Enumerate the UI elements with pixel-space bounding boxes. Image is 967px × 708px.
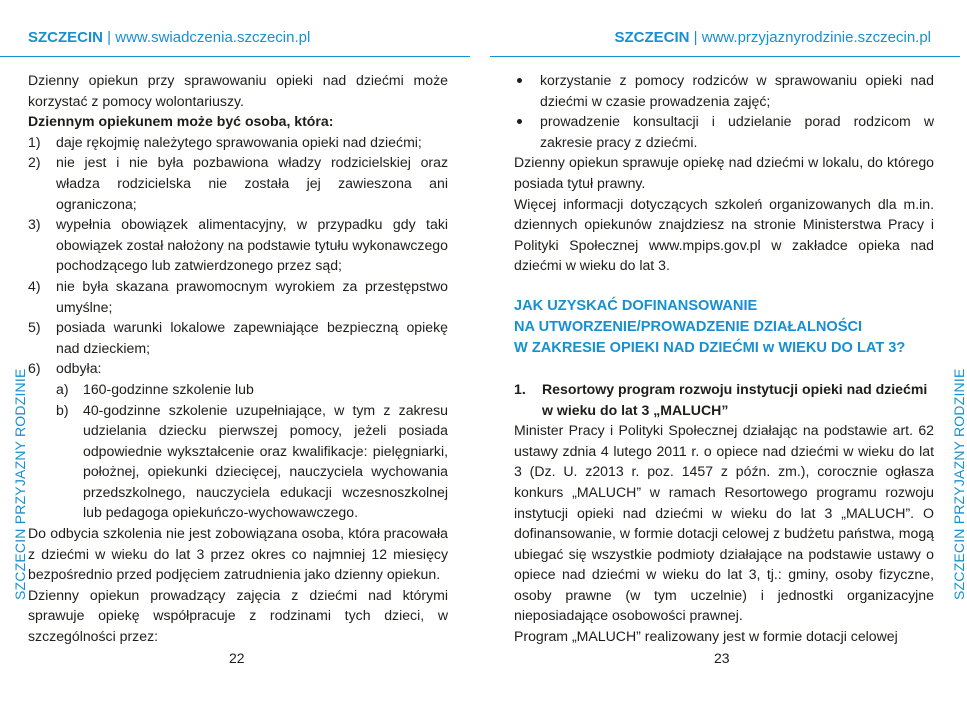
item-number: 5) <box>28 319 41 336</box>
side-text-left: SZCZECIN PRZYJAZNY RODZINIE <box>12 368 28 600</box>
left-page-column <box>28 70 448 647</box>
bullet-dot-icon <box>517 78 522 83</box>
side-text-right: SZCZECIN PRZYJAZNY RODZINIE <box>951 368 967 600</box>
header-left-brand: SZCZECIN <box>28 29 103 46</box>
header-right: SZCZECIN | www.przyjaznyrodzinie.szczecin.pl <box>614 29 931 46</box>
program-paragraph: Program „MALUCH” realizowany jest w formie dotacji celowej <box>514 628 898 645</box>
item-number: 4) <box>28 277 41 294</box>
sub-item-text: 40-godzinne szkolenie uzupełniające, w tym z zakresu udzielania dziecku pierwszej pomocy, jeżeli posiada odpowiednie wykształcenie oraz kwalifikacje: pielęgniarki, położnej, opiekunki dziecięcej, nauczyciela wychowania przedszkolnego, nauczyciela edukacji wczesnoszkolnej lub pedagoga opiekuńczo-wychowawczego. <box>83 401 448 521</box>
page-number-right: 23 <box>714 650 730 666</box>
section-heading-line: NA UTWORZENIE/PROWADZENIE DZIAŁALNOŚCI <box>514 318 863 335</box>
bullet-dot-icon <box>517 119 522 124</box>
header-rule-left <box>0 56 470 57</box>
list-item <box>28 152 448 214</box>
item-number: 2) <box>28 154 41 171</box>
training-exemption-paragraph: Do odbycia szkolenia nie jest zobowiązana osoba, która pracowała z dziećmi w wieku do lat 3 przez okres co najmniej 12 miesięcy bezpośrednio przed podjęciem zatrudnienia jako dzienny opiekun. <box>28 525 448 583</box>
program-title: Resortowy program rozwoju instytucji opieki nad dziećmi w wieku do lat 3 „MALUCH” <box>542 380 928 418</box>
sub-list-item <box>28 400 448 524</box>
item-text: nie jest i nie była pozbawiona władzy rodzicielskiej oraz władza rodzicielska nie została jej zawieszona ani ograniczona; <box>56 154 448 212</box>
list-item <box>28 132 448 153</box>
bullet-text: korzystanie z pomocy rodziców w sprawowaniu opieki nad dziećmi w czasie prowadzenia zajęć; <box>540 72 934 109</box>
bullet-item <box>514 70 934 111</box>
header-left-url[interactable]: www.swiadczenia.szczecin.pl <box>115 29 311 46</box>
item-text: posiada warunki lokalowe zapewniające bezpieczną opiekę nad dzieckiem; <box>56 319 448 356</box>
item-number: 1) <box>28 133 41 150</box>
header-right-brand: SZCZECIN <box>614 29 690 46</box>
item-number: 3) <box>28 216 41 233</box>
intro-paragraph: Dzienny opiekun przy sprawowaniu opieki nad dziećmi może korzystać z pomocy wolontariuszy. <box>28 72 448 109</box>
right-page-column <box>514 70 934 647</box>
item-text: nie była skazana prawomocnym wyrokiem za przestępstwo umyślne; <box>56 277 448 315</box>
item-number: 6) <box>28 360 41 377</box>
sub-item-letter: a) <box>56 380 69 397</box>
cooperation-paragraph: Dzienny opiekun prowadzący zajęcia z dziećmi nad którymi sprawuje opiekę współpracuje z rodzinami tych dzieci, w szczególności przez: <box>28 586 448 645</box>
header-right-url[interactable]: www.przyjaznyrodzinie.szczecin.pl <box>701 29 931 46</box>
list-item <box>28 276 448 317</box>
sub-item-text: 160-godzinne szkolenie lub <box>83 380 254 397</box>
header-rule-right <box>490 56 960 57</box>
location-paragraph: Dzienny opiekun sprawuje opiekę nad dziećmi w lokalu, do którego posiada tytuł prawny. <box>514 154 934 191</box>
program-heading <box>514 379 934 420</box>
bullet-text: prowadzenie konsultacji i udzielanie porad rodzicom w zakresie pracy z dziećmi. <box>540 113 934 150</box>
program-number: 1. <box>514 380 526 397</box>
header-left: SZCZECIN | www.swiadczenia.szczecin.pl <box>28 29 311 46</box>
more-info-paragraph: Więcej informacji dotyczących szkoleń organizowanych dla m.in. dziennych opiekunów znajdziesz na stronie Ministerstwa Pracy i Polityki Społecznej www.mpips.gov.pl w zakładce opieka nad dziećmi w wieku do lat 3. <box>514 195 934 274</box>
section-heading-line: JAK UZYSKAĆ DOFINANSOWANIE <box>514 297 758 314</box>
lead-heading: Dziennym opiekunem może być osoba, która: <box>28 113 334 130</box>
page-number-left: 22 <box>229 650 245 666</box>
section-heading-line: W ZAKRESIE OPIEKI NAD DZIEĆMI w WIEKU DO LAT 3? <box>514 339 906 356</box>
item-text: odbyła: <box>56 360 102 377</box>
list-item <box>28 358 448 379</box>
item-text: daje rękojmię należytego sprawowania opieki nad dziećmi; <box>56 133 422 150</box>
sub-item-letter: b) <box>56 401 69 418</box>
list-item <box>28 214 448 276</box>
sub-list-item <box>28 379 448 400</box>
minister-paragraph: Minister Pracy i Polityki Społecznej działając na podstawie art. 62 ustawy zdnia 4 lutego 2011 r. o opiece nad dziećmi w wieku do lat 3 (Dz. U. z2013 r. poz. 1457 z późn. zm.), corocznie ogłasza konkurs „MALUCH” w ramach Resortowego programu rozwoju instytucji opieki nad dziećmi w wieku do lat 3 „MALUCH”. O dofinansowanie, w formie dotacji celowej z budżetu państwa, mogą ubiegać się wszystkie podmioty działające na podstawie ustawy o opiece nad dziećmi w wieku do lat 3, tj.: gminy, osoby fizyczne, osoby prawne (w tym uczelnie) i jednostki organizacyjne nieposiadające osobowości prawnej. <box>514 422 934 624</box>
bullet-item <box>514 111 934 152</box>
list-item <box>28 317 448 358</box>
item-text: wypełnia obowiązek alimentacyjny, w przypadku gdy taki obowiązek został nałożony na podstawie tytułu wykonawczego pochodzącego lub zatwierdzonego przez sąd; <box>56 216 448 274</box>
